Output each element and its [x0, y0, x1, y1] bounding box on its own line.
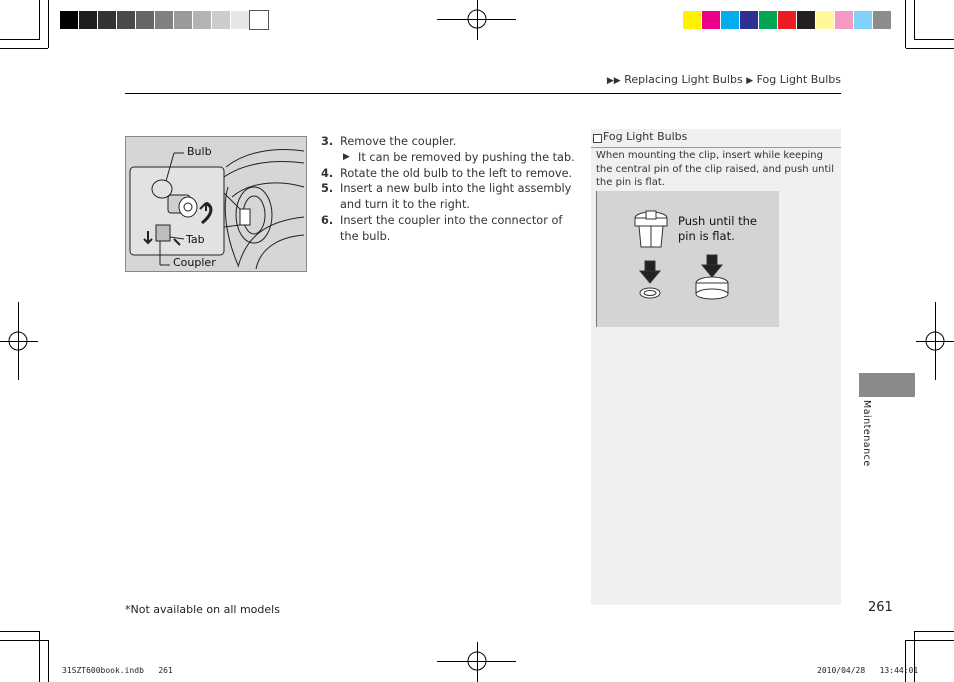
- sidebar-note: [591, 129, 841, 605]
- color-swatch: [721, 11, 739, 29]
- clip-instruction: Push until the pin is flat.: [678, 214, 757, 243]
- step-text: Remove the coupler.: [340, 135, 457, 148]
- bulb-diagram-drawing: [126, 137, 306, 271]
- arrow-icon: ▶: [343, 151, 350, 162]
- color-swatch: [98, 11, 116, 29]
- color-swatch: [250, 11, 268, 29]
- color-swatch: [231, 11, 249, 29]
- color-swatch: [797, 11, 815, 29]
- breadcrumb: [607, 73, 841, 86]
- step-number: 4.: [321, 166, 334, 180]
- breadcrumb-item-fog-light-bulbs[interactable]: Fog Light Bulbs: [756, 73, 841, 86]
- color-swatch: [174, 11, 192, 29]
- color-swatch: [816, 11, 834, 29]
- color-swatch: [155, 11, 173, 29]
- sidebar-title: Fog Light Bulbs: [603, 130, 688, 143]
- arrow-icon: ▶: [746, 76, 754, 86]
- step-number: 3.: [321, 135, 334, 148]
- color-swatch: [854, 11, 872, 29]
- section-tab-label: Maintenance: [861, 400, 872, 467]
- label-tab: Tab: [186, 233, 205, 246]
- page-number: 261: [868, 600, 893, 615]
- color-swatch: [835, 11, 853, 29]
- label-bulb: Bulb: [187, 145, 212, 158]
- step-text: Rotate the old bulb to the left to remove.: [340, 166, 573, 180]
- color-swatch: [873, 11, 891, 29]
- clip-diagram-drawing: [597, 191, 779, 327]
- fog-light-bulb-illustration: [125, 136, 307, 272]
- note-icon: [593, 134, 602, 143]
- color-swatch: [79, 11, 97, 29]
- sidebar-header: [591, 129, 841, 148]
- step-number: 6.: [321, 213, 334, 227]
- step-5: [321, 181, 576, 213]
- footnote: *Not available on all models: [125, 603, 280, 616]
- breadcrumb-item-replacing-light-bulbs[interactable]: Replacing Light Bulbs: [624, 73, 743, 86]
- print-slug-file: 31SZT600book.indb 261: [62, 666, 173, 675]
- step-6: [321, 213, 576, 245]
- color-swatch: [117, 11, 135, 29]
- color-swatch: [759, 11, 777, 29]
- step-3: [321, 134, 576, 150]
- double-arrow-icon: ▶▶: [606, 76, 621, 86]
- sidebar-text: When mounting the clip, insert while keeping the central pin of the clip raised, and push until the pin is flat.: [596, 150, 834, 188]
- color-swatch: [60, 11, 78, 29]
- color-swatch: [702, 11, 720, 29]
- clip-illustration: [596, 191, 779, 327]
- color-swatch: [683, 11, 701, 29]
- color-swatch: [136, 11, 154, 29]
- step-note-text: It can be removed by pushing the tab.: [358, 150, 575, 164]
- step-3-note: [321, 150, 576, 166]
- step-4: [321, 166, 576, 182]
- color-swatch: [778, 11, 796, 29]
- header-rule: [125, 93, 841, 94]
- step-number: 5.: [321, 182, 334, 196]
- color-swatch: [740, 11, 758, 29]
- color-swatch: [212, 11, 230, 29]
- label-coupler: Coupler: [173, 256, 216, 269]
- step-text: Insert a new bulb into the light assembly and turn it to the right.: [340, 182, 572, 212]
- step-text: Insert the coupler into the connector of the bulb.: [340, 213, 563, 243]
- color-swatch: [193, 11, 211, 29]
- print-slug-date: 2010/04/28 13:44:01: [817, 666, 919, 675]
- procedure-steps: [321, 134, 576, 245]
- section-tab[interactable]: [859, 373, 915, 397]
